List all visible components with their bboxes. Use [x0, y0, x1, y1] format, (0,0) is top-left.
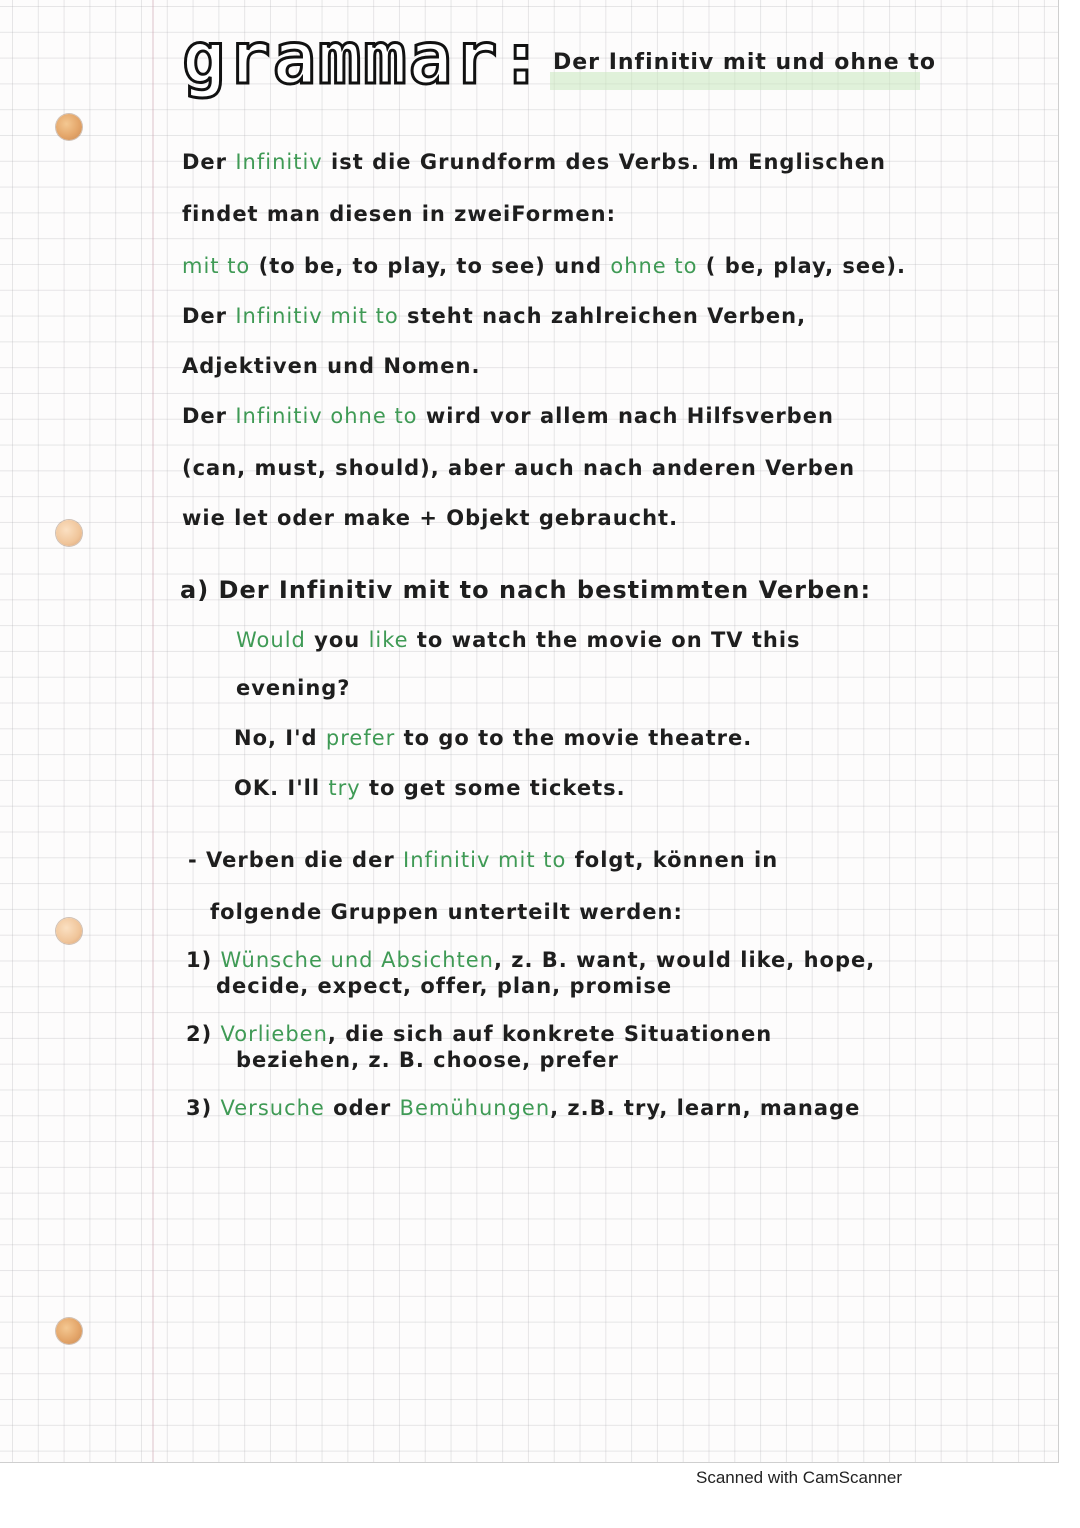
- example-line: Would you like to watch the movie on TV this: [236, 628, 801, 652]
- page-title: grammar:: [182, 16, 545, 100]
- example-line: OK. I'll try to get some tickets.: [234, 776, 626, 800]
- scanner-watermark: Scanned with CamScanner: [696, 1468, 903, 1487]
- intro-line: mit to (to be, to play, to see) und ohne to ( be, play, see).: [182, 254, 906, 278]
- intro-line: Der Infinitiv ist die Grundform des Verbs. Im Englischen: [182, 150, 886, 174]
- margin-line: [152, 0, 154, 1462]
- group-item: 1) Wünsche und Absichten, z. B. want, would like, hope,: [186, 948, 876, 972]
- intro-line: wie let oder make + Objekt gebraucht.: [182, 506, 679, 530]
- intro-line: Der Infinitiv mit to steht nach zahlreichen Verben,: [182, 304, 807, 328]
- punch-hole: [56, 520, 82, 546]
- page-subtitle: Der Infinitiv mit und ohne to: [553, 50, 936, 75]
- example-line: No, I'd prefer to go to the movie theatre.: [234, 726, 753, 750]
- intro-line: Adjektiven und Nomen.: [182, 354, 481, 378]
- example-line: evening?: [236, 676, 351, 700]
- group-item-cont: beziehen, z. B. choose, prefer: [236, 1048, 619, 1072]
- punch-hole: [56, 114, 82, 140]
- group-item: 2) Vorlieben, die sich auf konkrete Situationen: [186, 1022, 773, 1046]
- intro-line: findet man diesen in zweiFormen:: [182, 202, 616, 226]
- group-item: 3) Versuche oder Bemühungen, z.B. try, learn, manage: [186, 1096, 861, 1120]
- intro-line: (can, must, should), aber auch nach anderen Verben: [182, 456, 856, 480]
- intro-line: Der Infinitiv ohne to wird vor allem nach Hilfsverben: [182, 404, 834, 428]
- section-heading: a) Der Infinitiv mit to nach bestimmten Verben:: [180, 576, 872, 604]
- group-item-cont: decide, expect, offer, plan, promise: [216, 974, 673, 998]
- punch-hole: [56, 1318, 82, 1344]
- punch-hole: [56, 918, 82, 944]
- groups-intro: - Verben die der Infinitiv mit to folgt, können in: [188, 848, 779, 872]
- groups-intro: folgende Gruppen unterteilt werden:: [210, 900, 683, 924]
